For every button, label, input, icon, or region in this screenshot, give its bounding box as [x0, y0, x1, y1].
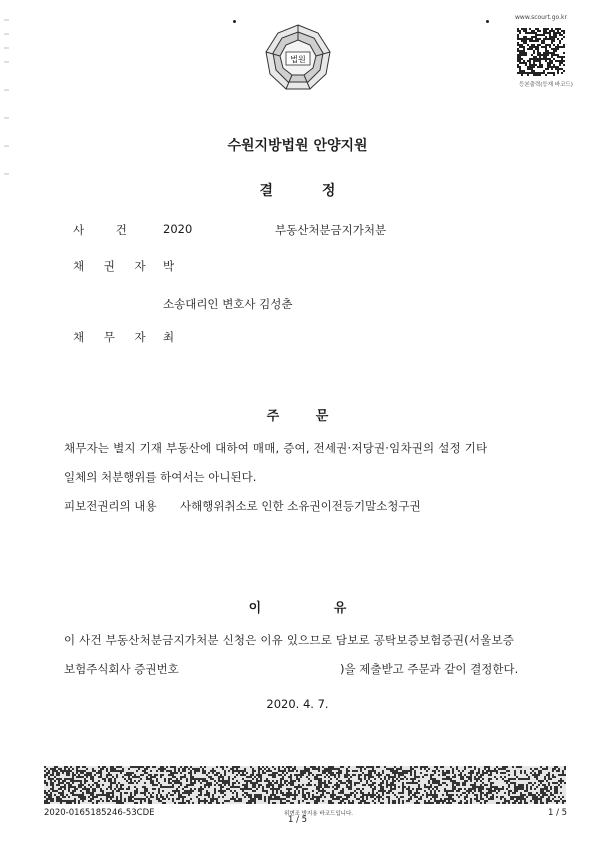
reason-heading: 이 유: [248, 601, 381, 616]
order-line-2: 일체의 처분행위를 하여서는 아니된다.: [64, 470, 257, 484]
creditor-agent: 소송대리인 변호사 김성춘: [163, 297, 293, 311]
document-id: 2020-0165185246-53CDE: [44, 808, 155, 818]
page-number-center: 1 / 5: [288, 815, 308, 825]
court-name: 수원지방법원 안양지원: [227, 138, 368, 154]
court-seal-icon: [262, 22, 334, 94]
anti-forgery-barcode-icon: [44, 766, 566, 804]
seal-text: 법원: [290, 55, 306, 64]
case-number: 2020: [163, 222, 193, 236]
creditor-name: 박: [163, 259, 175, 273]
page-number-right: 1 / 5: [548, 808, 568, 818]
qr-url: www.scourt.go.kr: [515, 14, 567, 21]
case-label: 사 건: [73, 223, 141, 237]
reason-line-2a: 보험주식회사 증권번호: [64, 662, 179, 676]
qr-code-icon: [517, 28, 565, 76]
document-title: 결 정: [259, 183, 358, 199]
preserved-right-label: 피보전권리의 내용: [64, 499, 157, 513]
debtor-label: 채 무 자: [73, 330, 154, 344]
case-name: 부동산처분금지가처분: [275, 223, 387, 237]
barcode-notice: 위변조 방지용 바코드입니다.: [284, 811, 354, 817]
creditor-label: 채 권 자: [73, 259, 154, 273]
qr-caption: 등본출력(등재 바코드): [519, 82, 573, 88]
order-line-1: 채무자는 별지 기재 부동산에 대하여 매매, 증여, 전세권·저당권·임차권의 설정 기타: [64, 441, 488, 455]
scan-dot: [233, 20, 236, 23]
scan-dot: [486, 20, 489, 23]
order-heading: 주 문: [266, 409, 345, 424]
decision-date: 2020. 4. 7.: [266, 697, 329, 711]
debtor-name: 최: [163, 330, 175, 344]
preserved-right-value: 사해행위취소로 인한 소유권이전등기말소청구권: [180, 499, 421, 513]
reason-line-2b: )을 제출받고 주문과 같이 결정한다.: [340, 662, 519, 676]
reason-line-1: 이 사건 부동산처분금지가처분 신청은 이유 있으므로 담보로 공탁보증보험증권(서울보증: [64, 633, 515, 647]
